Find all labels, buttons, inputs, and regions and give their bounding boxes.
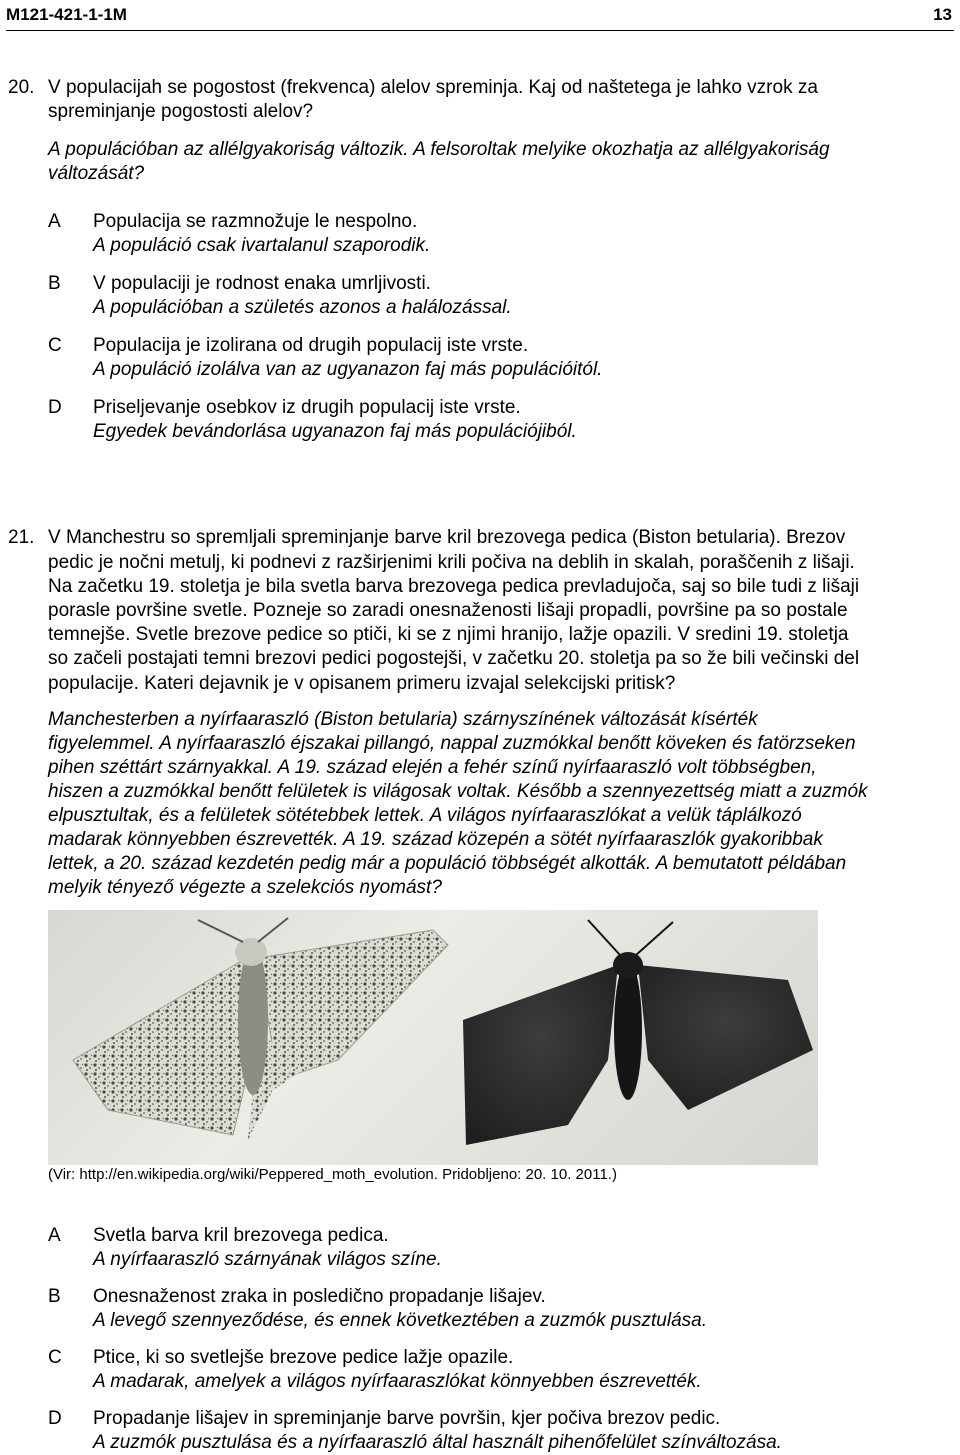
q21-hungarian-line: melyik tényező végezte a szelekciós nyomást? bbox=[48, 877, 442, 898]
light-moth bbox=[73, 918, 448, 1140]
q21-slovene-line: populacije. Kateri dejavnik je v opisanem primeru izvajal selekcijski pritisk? bbox=[48, 673, 676, 694]
option-text-slovene: V populaciji je rodnost enaka umrljivosti. bbox=[93, 273, 431, 294]
header-rule bbox=[6, 30, 954, 31]
option-text-hungarian: A populáció csak ivartalanul szaporodik. bbox=[93, 235, 431, 256]
dark-moth bbox=[463, 920, 813, 1145]
q21-hungarian-line: lettek, a 20. század kezdetén pedig már a populáció többségét alkották. A bemutatott példában bbox=[48, 853, 847, 874]
question-number-21: 21. bbox=[8, 527, 35, 548]
option-text-slovene: Onesnaženost zraka in posledično propadanje lišajev. bbox=[93, 1286, 546, 1307]
option-text-slovene: Priseljevanje osebkov iz drugih populacij iste vrste. bbox=[93, 397, 521, 418]
option-text-slovene: Populacija je izolirana od drugih populacij iste vrste. bbox=[93, 335, 529, 356]
option-text-slovene: Populacija se razmnožuje le nespolno. bbox=[93, 211, 418, 232]
option-letter: D bbox=[48, 1408, 62, 1429]
option-text-hungarian: A madarak, amelyek a világos nyírfaaraszlókat könnyebben észrevették. bbox=[93, 1371, 702, 1392]
option-text-hungarian: Egyedek bevándorlása ugyanazon faj más populációjiból. bbox=[93, 421, 577, 442]
option-text-hungarian: A populációban a születés azonos a halálozással. bbox=[93, 297, 512, 318]
q21-slovene-line: porasle površine svetle. Pozneje so zaradi onesnaženosti lišaji propadli, površine pa so postale bbox=[48, 600, 848, 621]
q20-slovene-line: spreminjanje pogostosti alelov? bbox=[48, 101, 314, 122]
option-letter: B bbox=[48, 1286, 61, 1307]
option-letter: C bbox=[48, 335, 62, 356]
q21-slovene-line: temnejše. Svetle brezove pedice so ptiči, ki se z njimi hranijo, lažje opazili. V sredini 19. stoletja bbox=[48, 624, 849, 645]
q21-hungarian-line: elpusztultak, és a felületek sötétebbek lettek. A világos nyírfaaraszlókat a velük táplálkozó bbox=[48, 805, 802, 826]
option-text-hungarian: A levegő szennyeződése, és ennek következtében a zuzmók pusztulása. bbox=[93, 1310, 708, 1331]
option-letter: B bbox=[48, 273, 61, 294]
option-letter: A bbox=[48, 1225, 61, 1246]
option-text-hungarian: A nyírfaaraszló szárnyának világos színe. bbox=[93, 1249, 442, 1270]
exam-code: M121-421-1-1M bbox=[6, 5, 127, 24]
option-letter: D bbox=[48, 397, 62, 418]
option-text-slovene: Ptice, ki so svetlejše brezove pedice lažje opazile. bbox=[93, 1347, 514, 1368]
q21-slovene-line: V Manchestru so spremljali spreminjanje barve kril brezovega pedica (Biston betularia). Brezov bbox=[48, 527, 846, 548]
q21-hungarian-line: pihen széttárt szárnyakkal. A 19. század elején a fehér színű nyírfaaraszló volt többségben, bbox=[48, 757, 817, 778]
q21-slovene-line: pedic je nočni metulj, ki podnevi z razširjenimi krili počiva na deblih in skalah, poraščenih z lišaji. bbox=[48, 552, 855, 573]
q21-hungarian-line: Manchesterben a nyírfaaraszló (Biston betularia) szárnyszínének változását kísérték bbox=[48, 709, 758, 730]
q20-slovene-line: V populacijah se pogostost (frekvenca) alelov spreminja. Kaj od naštetega je lahko vzrok za bbox=[48, 77, 818, 98]
option-letter: C bbox=[48, 1347, 62, 1368]
option-letter: A bbox=[48, 211, 61, 232]
question-number-20: 20. bbox=[8, 77, 35, 98]
option-text-slovene: Svetla barva kril brezovega pedica. bbox=[93, 1225, 389, 1246]
q20-hungarian-line: A populációban az allélgyakoriság változik. A felsoroltak melyike okozhatja az allélgyakoriság bbox=[48, 139, 830, 160]
image-source-caption: (Vir: http://en.wikipedia.org/wiki/Peppered_moth_evolution. Pridobljeno: 20. 10. 2011.) bbox=[48, 1166, 617, 1183]
q21-hungarian-line: hiszen a zuzmókkal benőtt felületek is világosak voltak. Később a szennyezettség miatt a zuzmók bbox=[48, 781, 868, 802]
q21-slovene-line: so začeli postajati temni brezovi pedici pogostejši, v začetku 20. stoletja pa so že bili večinski del bbox=[48, 648, 860, 669]
option-text-hungarian: A zuzmók pusztulása és a nyírfaaraszló által használt pihenőfelület színváltozása. bbox=[93, 1432, 782, 1453]
option-text-slovene: Propadanje lišajev in spreminjanje barve površin, kjer počiva brezov pedic. bbox=[93, 1408, 721, 1429]
q20-hungarian-line: változását? bbox=[48, 163, 145, 184]
q21-hungarian-line: figyelemmel. A nyírfaaraszló éjszakai pillangó, nappal zuzmókkal benőtt köveken és fatörzseken bbox=[48, 733, 856, 754]
peppered-moth-photo bbox=[48, 910, 818, 1165]
option-text-hungarian: A populáció izolálva van az ugyanazon faj más populációitól. bbox=[93, 359, 603, 380]
page-number: 13 bbox=[933, 5, 952, 24]
q21-slovene-line: Na začetku 19. stoletja je bila svetla barva brezovega pedica prevladujoča, saj so bile tudi z lišaji bbox=[48, 576, 860, 597]
q21-hungarian-line: madarak könnyebben észrevették. A 19. század közepén a sötét nyírfaaraszlók gyakoribbak bbox=[48, 829, 823, 850]
